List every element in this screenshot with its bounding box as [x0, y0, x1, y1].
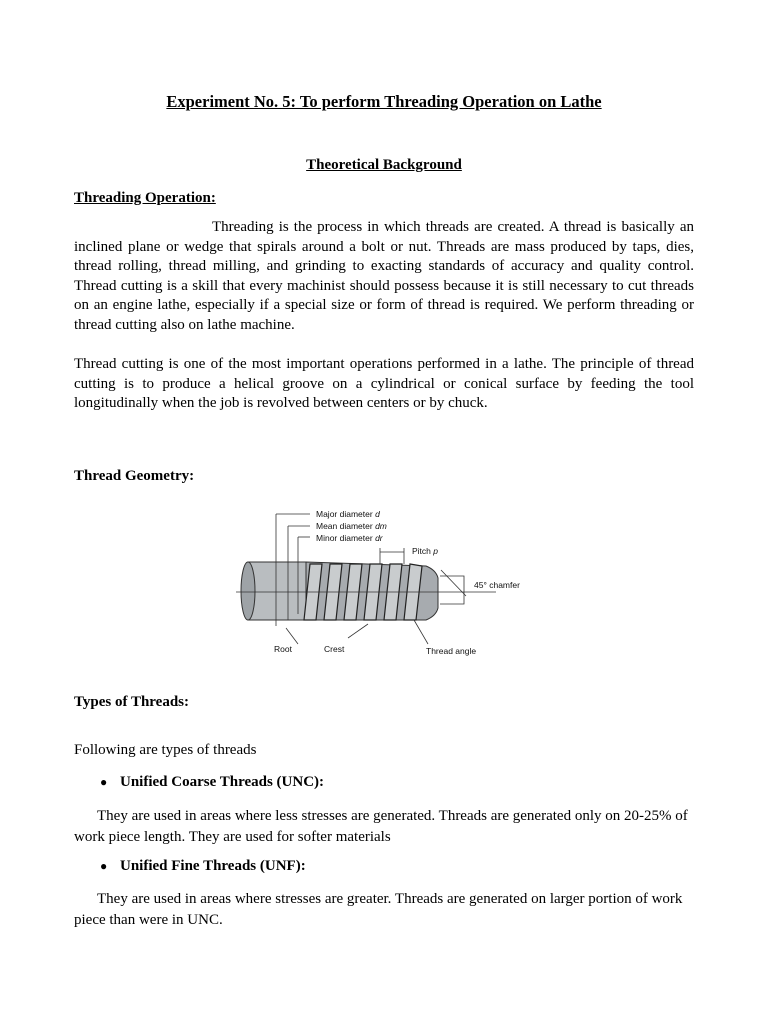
bullet-unf-label: Unified Fine Threads (UNF): — [120, 858, 306, 874]
types-intro: Following are types of threads — [74, 742, 257, 758]
threading-paragraph-2: Thread cutting is one of the most important operations performed in a lathe. The principle of thread cutting is to produce a helical groove on a cylindrical or conical surface by feeding the tool longitudinally when the job is revolved between centers or by chuck. — [74, 356, 694, 412]
pitch-label: Pitch p — [412, 546, 439, 556]
page-title: Experiment No. 5: To perform Threading Operation on Lathe — [166, 92, 602, 111]
section-subtitle: Theoretical Background — [306, 157, 462, 173]
threading-heading: Threading Operation: — [74, 190, 216, 206]
bullet-dot: ● — [100, 775, 108, 789]
unc-description: They are used in areas where less stresses are generated. Threads are generated only on 20-25% of work piece length. They are used for softer materials — [74, 808, 688, 845]
thread-angle-label: Thread angle — [426, 646, 477, 656]
major-diameter-label: Major diameter d — [316, 509, 380, 519]
thread-geometry-diagram — [236, 504, 536, 664]
unf-description: They are used in areas where stresses are greater. Threads are generated on larger portion of work piece than were in UNC. — [74, 891, 683, 928]
threading-paragraph-1: Threading is the process in which threads are created. A thread is basically an inclined plane or wedge that spirals around a bolt or nut. Threads are mass produced by taps, dies, thread rolling, thread milling, and grinding to exacting standards of accuracy and quality control. Thread cutting is a skill that every machinist should possess because it is still necessary to cut threads on an engine lathe, especially if a special size or form of thread is required. We perform threading or thread cutting also on lathe machine. — [74, 219, 694, 333]
types-heading: Types of Threads: — [74, 694, 190, 710]
bullet-unc-label: Unified Coarse Threads (UNC): — [120, 774, 325, 790]
crest-label: Crest — [324, 644, 345, 654]
chamfer-label: 45° chamfer — [474, 580, 520, 590]
bullet-unf — [100, 858, 306, 875]
root-label: Root — [274, 644, 292, 654]
bullet-unc — [100, 774, 324, 791]
geometry-heading: Thread Geometry: — [74, 468, 195, 484]
bullet-dot: ● — [100, 859, 108, 873]
mean-diameter-label: Mean diameter dm — [316, 521, 387, 531]
minor-diameter-label: Minor diameter dr — [316, 533, 383, 543]
